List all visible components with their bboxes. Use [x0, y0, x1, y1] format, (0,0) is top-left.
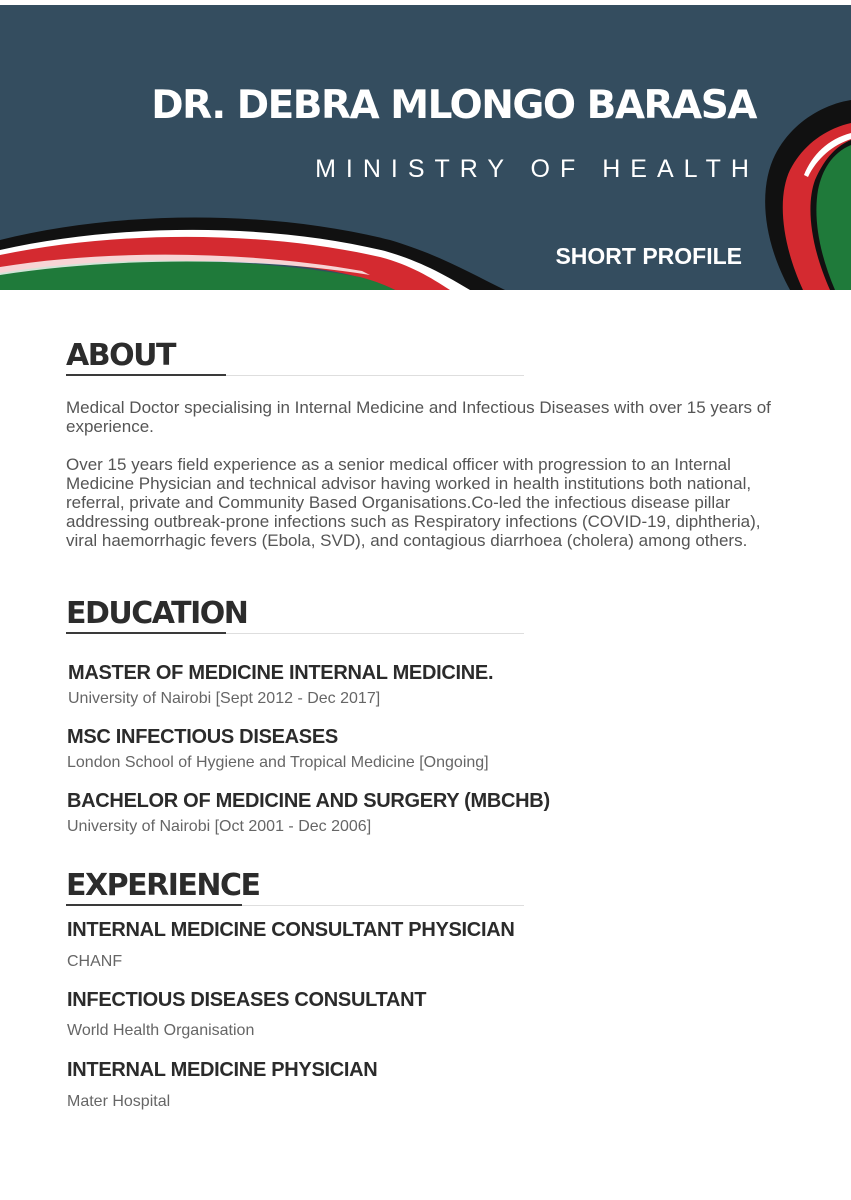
experience-underline — [66, 904, 242, 906]
education-divider — [226, 633, 524, 634]
experience-divider — [242, 905, 524, 906]
about-heading: ABOUT — [66, 338, 175, 373]
experience-org: CHANF — [67, 953, 123, 970]
education-detail: London School of Hygiene and Tropical Medicine [Ongoing] — [67, 754, 489, 771]
header-banner — [0, 5, 851, 290]
experience-role: INFECTIOUS DISEASES CONSULTANT — [67, 989, 427, 1011]
about-paragraph-1: Medical Doctor specialising in Internal Medicine and Infectious Diseases with over 15 years of experience. — [66, 398, 771, 436]
experience-role: INTERNAL MEDICINE PHYSICIAN — [67, 1059, 378, 1081]
about-divider — [226, 375, 524, 376]
education-heading: EDUCATION — [66, 596, 248, 631]
education-degree: MSC INFECTIOUS DISEASES — [67, 726, 338, 748]
education-detail: University of Nairobi [Oct 2001 - Dec 2006] — [67, 818, 372, 835]
experience-org: World Health Organisation — [67, 1022, 255, 1039]
experience-heading: EXPERIENCE — [66, 868, 260, 903]
short-profile-label: SHORT PROFILE — [555, 243, 742, 269]
education-degree: MASTER OF MEDICINE INTERNAL MEDICINE. — [68, 662, 494, 684]
experience-org: Mater Hospital — [67, 1093, 171, 1110]
experience-role: INTERNAL MEDICINE CONSULTANT PHYSICIAN — [67, 919, 515, 941]
profile-name: DR. DEBRA MLONGO BARASA — [151, 83, 756, 128]
about-underline — [66, 374, 226, 376]
education-underline — [66, 632, 226, 634]
ministry-label: MINISTRY OF HEALTH — [315, 155, 759, 183]
about-paragraph-2: Over 15 years field experience as a senior medical officer with progression to an Internal Medicine Physician and technical advisor having worked in health institutions both national, referral, private and Community Based Organisations.Co-led the infectious disease pillar addressing outbreak-prone infections such as Respiratory infections (COVID-19, diphtheria), viral haemorrhagic fevers (Ebola, SVD), and contagious diarrhoea (cholera) among others. — [66, 455, 761, 550]
education-detail: University of Nairobi [Sept 2012 - Dec 2017] — [68, 690, 381, 707]
education-degree: BACHELOR OF MEDICINE AND SURGERY (MBCHB) — [67, 790, 550, 812]
